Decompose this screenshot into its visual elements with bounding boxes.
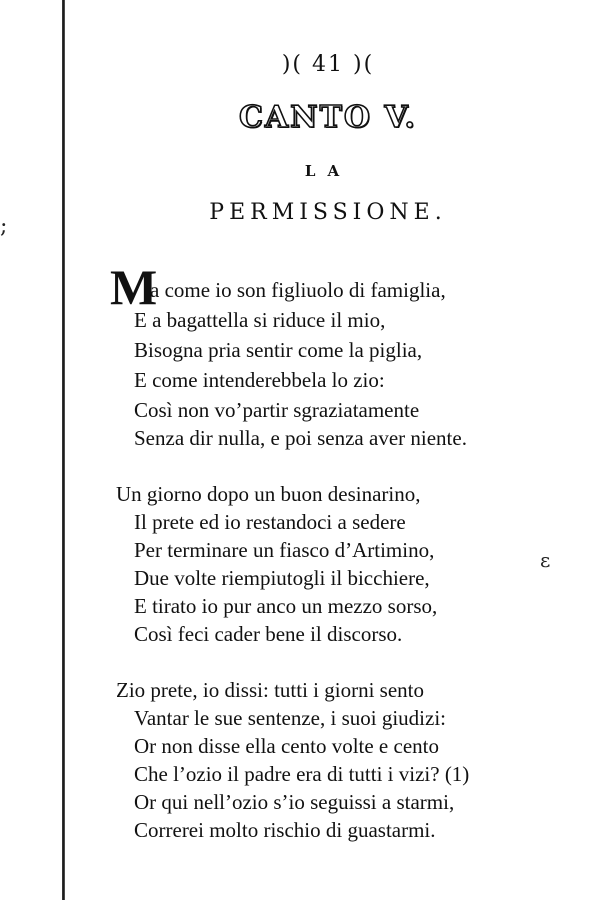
verse-line: Un giorno dopo un buon desinarino, [116, 482, 421, 506]
verse-line: E a bagattella si riduce il mio, [134, 308, 386, 332]
verse-line: Or non disse ella cento volte e cento [134, 734, 439, 758]
page-number: )( 41 )( [281, 52, 375, 77]
verse-line: Bisogna pria sentir come la piglia, [134, 338, 423, 362]
verse-line: Or qui nell’ozio s’io seguissi a starmi, [134, 790, 455, 814]
verse-line: Che l’ozio il padre era di tutti i vizi? (1) [134, 762, 470, 786]
subtitle-article: LA [304, 162, 352, 180]
drop-cap: M [110, 259, 158, 315]
book-gutter-line [62, 0, 65, 900]
verse-line: Così non vo’partir sgraziatamente [134, 398, 420, 422]
verse-line: Zio prete, io dissi: tutti i giorni sento [116, 678, 424, 702]
verse-line: E tirato io pur anco un mezzo sorso, [134, 594, 438, 618]
left-margin-mark: ; [0, 214, 8, 239]
verse-line: Senza dir nulla, e poi senza aver niente. [134, 426, 467, 450]
verse-line: Correrei molto rischio di guastarmi. [134, 818, 436, 842]
verse-line: Vantar le sue sentenze, i suoi giudizi: [134, 706, 446, 730]
right-margin-mark: ɛ [540, 548, 551, 572]
canto-title: CANTO V. [239, 100, 417, 135]
verse-line: a come io son figliuolo di famiglia, [150, 278, 446, 302]
subtitle-title: PERMISSIONE. [209, 200, 447, 225]
verse-line: Per terminare un fiasco d’Artimino, [134, 538, 435, 562]
verse-line: E come intenderebbela lo zio: [134, 368, 385, 392]
verse-line: Due volte riempiutogli il bicchiere, [134, 566, 430, 590]
verse-line: Il prete ed io restandoci a sedere [134, 510, 406, 534]
verse-line: Così feci cader bene il discorso. [134, 622, 403, 646]
